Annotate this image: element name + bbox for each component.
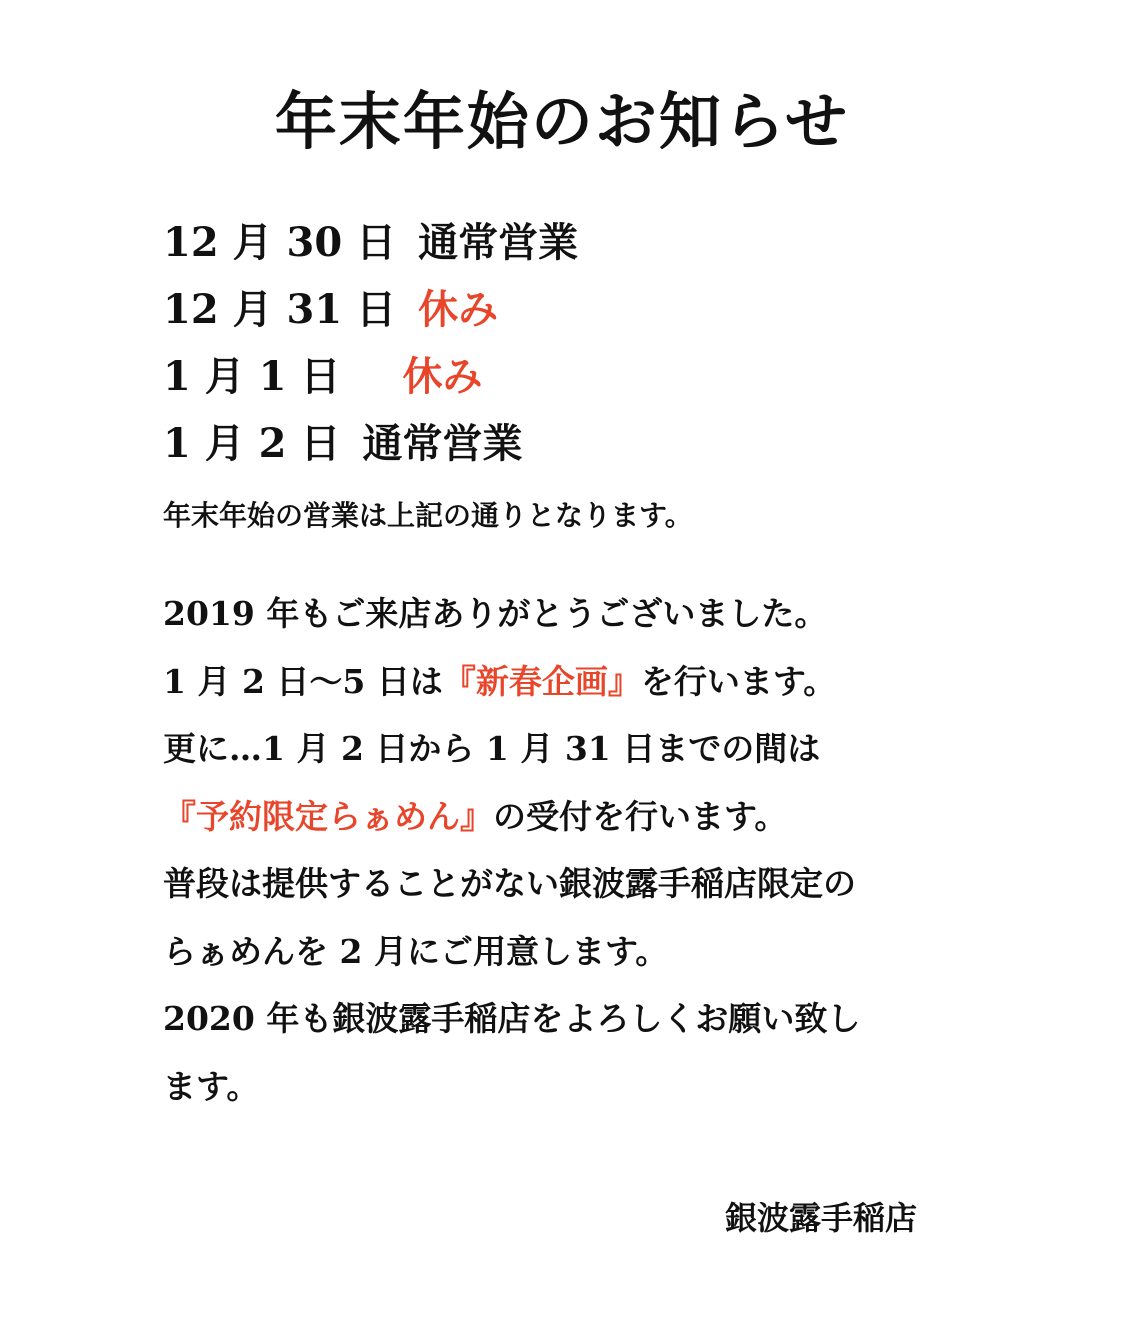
body-line [163,789,983,857]
schedule-note: 年末年始の営業は上記の通りとなります。 [163,499,693,532]
schedule-row [163,413,578,480]
schedule-row [163,212,578,279]
schedule-date: 12 月 30 日 [163,219,397,266]
body-line: 普段は提供することがない銀波露手稲店限定の [163,864,856,903]
schedule-status: 通常営業 [362,420,523,467]
schedule-row [163,279,578,346]
limited-ramen-highlight: 『予約限定らぁめん』 [163,796,493,836]
body-line: 更に…1 月 2 日から 1 月 31 日までの間は [163,729,821,768]
body-line: 2019 年もご来店ありがとうございました。 [163,594,828,633]
schedule-date: 1 月 2 日 [163,420,341,467]
holiday-schedule [163,212,578,480]
schedule-status: 通常営業 [418,219,579,266]
message-body [163,586,983,1126]
body-line: らぁめんを 2 月にご用意します。 [163,931,669,971]
schedule-status-closed: 休み [418,286,499,333]
schedule-row [163,346,578,413]
body-text: 1 月 2 日〜5 日は [163,661,443,701]
body-line: ます。 [163,1066,260,1106]
body-text: の受付を行います。 [493,796,788,836]
new-year-event-highlight: 『新春企画』 [442,661,641,701]
store-signature: 銀波露手稲店 [725,1199,918,1237]
body-line: 2020 年も銀波露手稲店をよろしくお願い致し [163,999,861,1038]
page-title: 年末年始のお知らせ [274,85,850,158]
body-line [163,654,983,722]
schedule-date: 1 月 1 日 [163,353,381,400]
body-text: を行います。 [640,661,837,701]
schedule-date: 12 月 31 日 [163,286,397,333]
schedule-status-closed: 休み [402,353,483,400]
